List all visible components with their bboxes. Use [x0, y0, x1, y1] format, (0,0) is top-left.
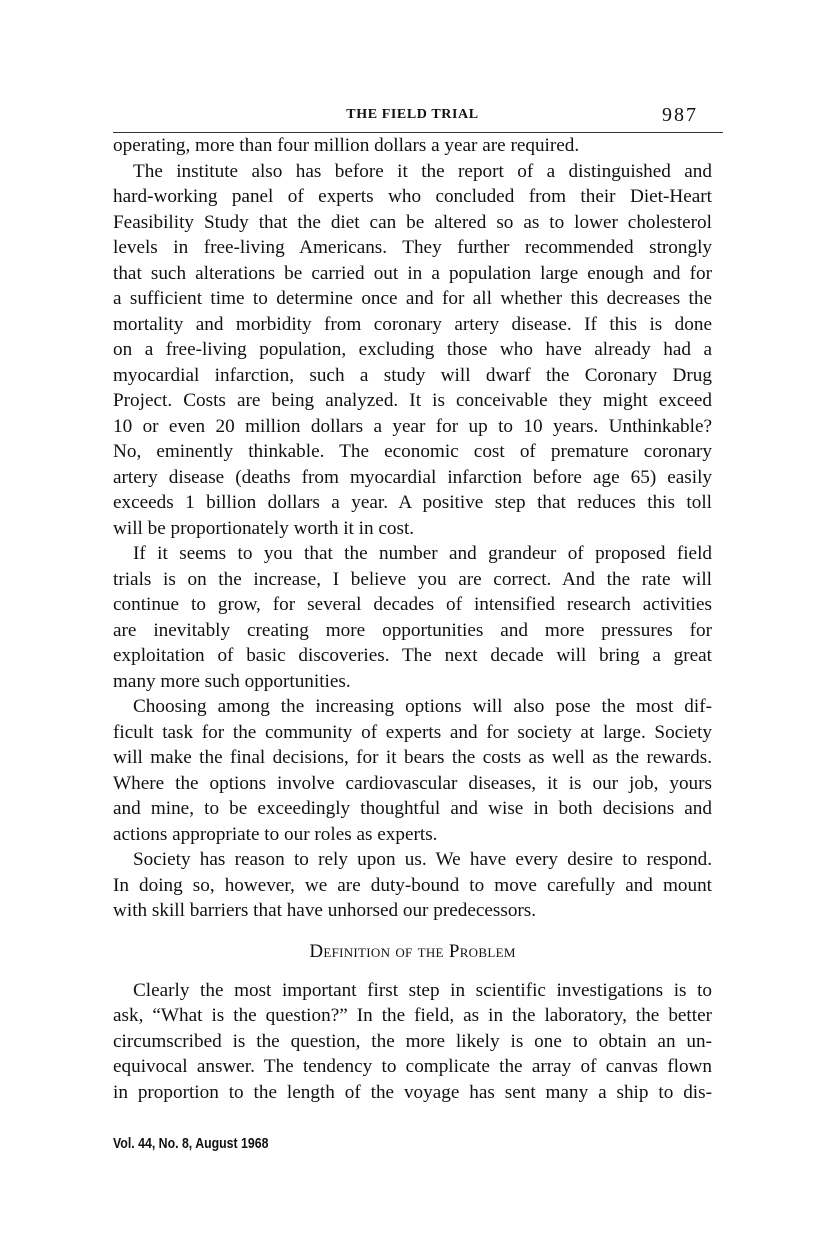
- text-line: Choosing among the increasing options will also pose the most dif-: [133, 696, 712, 717]
- text-line: No, eminently thinkable. The economic cost of premature coronary: [113, 441, 712, 462]
- paragraph: [113, 541, 712, 694]
- page-number: 987: [662, 104, 698, 126]
- text-line: continue to grow, for several decades of intensified research activities: [113, 594, 712, 615]
- text-line: operating, more than four million dollars a year are required.: [113, 135, 580, 156]
- text-line: myocardial infarction, such a study will dwarf the Coronary Drug: [113, 364, 712, 386]
- pre-section-text: [113, 133, 712, 924]
- text-line: Clearly the most important first step in scientific investigations is to: [133, 979, 712, 1001]
- text-line: trials is on the increase, I believe you are correct. And the rate will: [113, 568, 712, 590]
- text-line: circumscribed is the question, the more likely is one to obtain an un-: [113, 1030, 712, 1052]
- text-line: ficult task for the community of experts and for society at large. Society: [113, 721, 712, 743]
- text-line: The institute also has before it the report of a distinguished and: [133, 160, 712, 182]
- text-line: ask, “What is the question?” In the field, as in the laboratory, the better: [113, 1005, 712, 1026]
- paragraph: [113, 694, 712, 847]
- text-line: artery disease (deaths from myocardial infarction before age 65) easily: [113, 466, 712, 488]
- text-line: many more such opportunities.: [113, 670, 351, 692]
- text-line: equivocal answer. The tendency to complicate the array of canvas flown: [113, 1056, 712, 1077]
- text-line: Feasibility Study that the diet can be altered so as to lower cholesterol: [113, 211, 712, 233]
- text-line: are inevitably creating more opportunities and more pressures for: [113, 619, 712, 641]
- text-line: exceeds 1 billion dollars a year. A positive step that reduces this toll: [113, 492, 712, 513]
- text-line: with skill barriers that have unhorsed our predecessors.: [113, 900, 537, 921]
- text-line: in proportion to the length of the voyage has sent many a ship to dis-: [113, 1081, 712, 1103]
- text-line: hard-working panel of experts who concluded from their Diet-Heart: [113, 186, 712, 207]
- text-line: and mine, to be exceedingly thoughtful and wise in both decisions and: [113, 798, 712, 819]
- paragraph: [113, 133, 712, 159]
- text-line: a sufficient time to determine once and for all whether this decreases the: [113, 288, 712, 309]
- section-text: [113, 978, 712, 1106]
- text-line: Where the options involve cardiovascular diseases, it is our job, yours: [113, 772, 712, 794]
- text-line: actions appropriate to our roles as experts.: [113, 823, 438, 845]
- paragraph: [113, 978, 712, 1106]
- running-head: [113, 104, 712, 126]
- text-line: will make the final decisions, for it bears the costs as well as the rewards.: [113, 747, 712, 768]
- text-line: exploitation of basic discoveries. The next decade will bring a great: [113, 645, 712, 666]
- running-title: THE FIELD TRIAL: [346, 107, 479, 122]
- text-line: Project. Costs are being analyzed. It is conceivable they might exceed: [113, 390, 712, 411]
- text-line: that such alterations be carried out in a population large enough and for: [113, 262, 712, 284]
- text-line: If it seems to you that the number and grandeur of proposed field: [133, 543, 712, 564]
- paragraph: [113, 847, 712, 924]
- paragraph: [113, 159, 712, 542]
- text-line: on a free-living population, excluding those who have already had a: [113, 339, 712, 360]
- text-line: In doing so, however, we are duty-bound to move carefully and mount: [113, 874, 712, 896]
- journal-citation: Vol. 44, No. 8, August 1968: [113, 1136, 269, 1152]
- text-line: 10 or even 20 million dollars a year for up to 10 years. Unthinkable?: [113, 415, 712, 437]
- text-line: mortality and morbidity from coronary artery disease. If this is done: [113, 313, 712, 335]
- text-line: levels in free-living Americans. They further recommended strongly: [113, 237, 712, 258]
- section-heading: Definition of the Problem: [309, 940, 516, 962]
- text-line: Society has reason to rely upon us. We have every desire to respond.: [133, 849, 712, 870]
- text-line: will be proportionately worth it in cost.: [113, 517, 415, 539]
- body-text: [113, 133, 712, 1105]
